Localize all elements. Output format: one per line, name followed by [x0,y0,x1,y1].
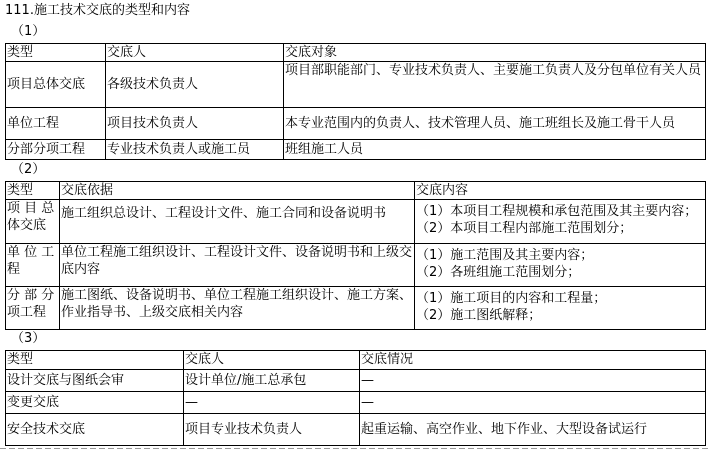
table-row [6,414,706,446]
table-cell: （1）施工范围及其主要内容； （2）各班组施工范围划分； [415,244,706,287]
table-row [6,370,706,392]
section-label-2: （2） [11,162,46,177]
header-cell: 类型 [6,44,106,62]
table-cell: 设计交底与图纸会审 [6,370,184,392]
table-cell: （1）本项目工程规模和承包范围及其主要内容； （2）本项目工程内部施工范围划分； [415,200,706,244]
table-row [6,108,706,140]
table-cell: 各级技术负责人 [106,62,284,108]
header-cell: 交底对象 [284,44,706,62]
page-title: 111.施工技术交底的类型和内容 [5,3,190,18]
table-header-row [6,351,706,370]
table-1 [5,43,706,160]
table-cell: 施工图纸、设备说明书、单位工程施工组织设计、施工方案、作业指导书、上级交底相关内容 [60,287,415,330]
table-row [6,392,706,414]
table-row [6,200,706,244]
table-cell: 分 部 分 项工程 [6,287,60,330]
cropped-text-edge [0,447,709,451]
section-label-1: （1） [11,24,46,39]
header-cell: 类型 [6,351,184,370]
table-cell: 分部分项工程 [6,140,106,160]
table-3 [5,350,706,446]
table-cell: 单位工程施工组织设计、工程设计文件、设备说明书和上级交底内容 [60,244,415,287]
section-label-3: （3） [11,331,46,346]
table-cell: — [360,370,706,392]
header-cell: 类型 [6,182,60,200]
table-row [6,287,706,330]
table-cell: 单 位 工 程 [6,244,60,287]
table-cell: 变更交底 [6,392,184,414]
table-cell: 项目部职能部门、专业技术负责人、主要施工负责人及分包单位有关人员 [284,62,706,108]
table-cell: 安全技术交底 [6,414,184,446]
table-row [6,62,706,108]
table-2 [5,181,706,330]
table-cell: 项 目 总 体交底 [6,200,60,244]
table-cell: 本专业范围内的负责人、技术管理人员、施工班组长及施工骨干人员 [284,108,706,140]
table-cell: 项目专业技术负责人 [184,414,360,446]
table-cell: 单位工程 [6,108,106,140]
table-row [6,140,706,160]
table-cell: 施工组织总设计、工程设计文件、施工合同和设备说明书 [60,200,415,244]
table-cell: — [360,392,706,414]
table-cell: 设计单位/施工总承包 [184,370,360,392]
table-cell: — [184,392,360,414]
table-header-row [6,44,706,62]
table-cell: 专业技术负责人或施工员 [106,140,284,160]
table-cell: 项目技术负责人 [106,108,284,140]
header-cell: 交底情况 [360,351,706,370]
table-row [6,244,706,287]
table-header-row [6,182,706,200]
table-cell: 起重运输、高空作业、地下作业、大型设备试运行 [360,414,706,446]
table-cell: 项目总体交底 [6,62,106,108]
table-cell: 班组施工人员 [284,140,706,160]
header-cell: 交底内容 [415,182,706,200]
header-cell: 交底人 [184,351,360,370]
table-cell: （1）施工项目的内容和工程量； （2）施工图纸解释； [415,287,706,330]
header-cell: 交底人 [106,44,284,62]
header-cell: 交底依据 [60,182,415,200]
